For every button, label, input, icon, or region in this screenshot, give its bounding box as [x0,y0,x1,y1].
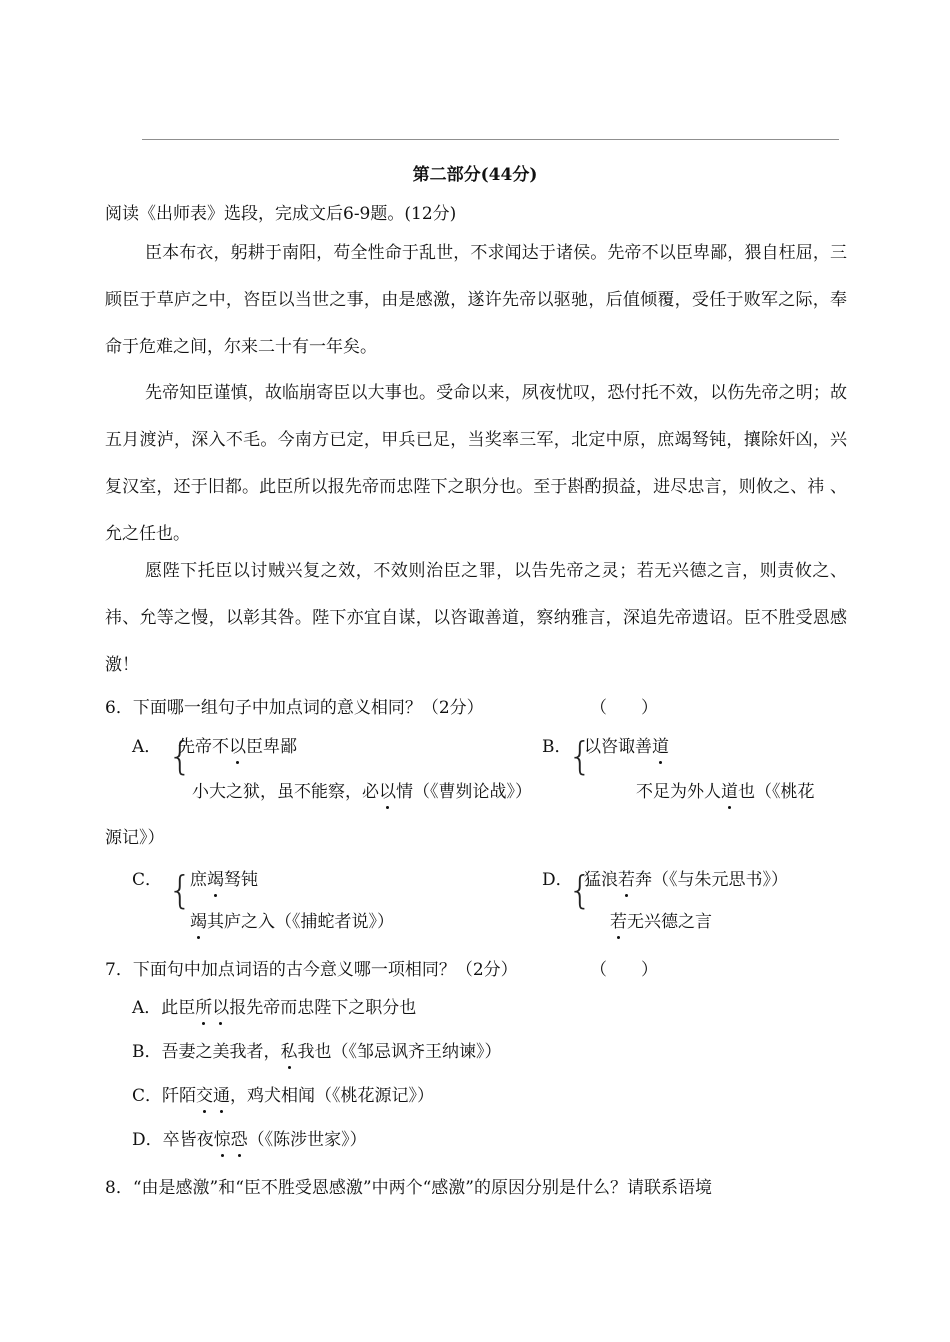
q6-option-a-line1: 先帝不以臣卑鄙 [178,737,297,757]
brace-icon: { [568,734,593,778]
q6-stem: 6．下面哪一组句子中加点词的意义相同？（2分） [105,698,484,718]
q6-option-d-line2: 若无兴德之言 [610,912,712,932]
q6-option-b-continuation: 源记》） [105,828,165,848]
q7-stem: 7．下面句中加点词语的古今意义哪一项相同？（2分） [105,960,518,980]
passage-paragraph-1: 臣本布衣，躬耕于南阳，苟全性命于乱世，不求闻达于诸侯。先帝不以臣卑鄙，猥自枉屈，三顾臣于草庐之中，咨臣以当世之事，由是感激，遂许先帝以驱驰，后值倾覆，受任于败军之际，奉命于危难之间，尔来二十有一年矣。 [105,243,847,357]
q6-option-c-label: C． [132,870,163,890]
passage-paragraph-2: 先帝知臣谨慎，故临崩寄臣以大事也。受命以来，夙夜忧叹，恐付托不效，以伤先帝之明；故五月渡泸，深入不毛。今南方已定，甲兵已足，当奖率三军，北定中原，庶竭驽钝，攘除奸凶，兴复汉室，还于旧都。此臣所以报先帝而忠陛下之职分也。至于斟酌损益，进尽忠言，则攸之、祎 、允之任也。 [105,383,847,544]
q6-option-b-label: B． [542,737,572,757]
passage-paragraph-3: 愿陛下托臣以讨贼兴复之效，不效则治臣之罪，以告先帝之灵；若无兴德之言，则责攸之、祎、允等之慢，以彰其咎。陛下亦宜自谋，以咨诹善道，察纳雅言，深追先帝遗诏。臣不胜受恩感激！ [105,561,847,675]
header-rule [142,139,839,140]
q6-answer-blank: （ ） [590,698,658,718]
q7-option-a: A．此臣所以报先帝而忠陛下之职分也 [132,998,417,1018]
q6-option-c-line2: 竭其庐之入（《捕蛇者说》） [190,912,394,932]
q8-stem: 8．“由是感激”和“臣不胜受恩感激”中两个“感激”的原因分别是什么？请联系语境 [105,1178,712,1198]
q7-option-b: B．吾妻之美我者，私我也（《邹忌讽齐王纳谏》） [132,1042,502,1062]
brace-icon: { [568,868,593,912]
q7-answer-blank: （ ） [590,960,658,980]
q6-option-c-line1: 庶竭驽钝 [190,870,258,890]
q6-option-d-label: D． [542,870,573,890]
brace-icon: { [168,734,193,778]
q7-option-d: D．卒皆夜惊恐（《陈涉世家》） [132,1130,367,1150]
q6-option-b-line2: 不足为外人道也（《桃花 [636,782,815,802]
q6-option-d-line1: 猛浪若奔（《与朱元思书》） [584,870,788,890]
section-title: 第二部分(44分) [412,165,538,185]
q6-option-a-label: A． [132,737,162,757]
q6-option-b-line1: 以咨诹善道 [584,737,669,757]
q7-option-c: C．阡陌交通，鸡犬相闻（《桃花源记》） [132,1086,435,1106]
brace-icon: { [168,868,193,912]
q6-option-a-line2: 小大之狱，虽不能察，必以情（《曹刿论战》） [192,782,532,802]
reading-intro: 阅读《出师表》选段，完成文后6-9题。(12分) [105,204,457,224]
